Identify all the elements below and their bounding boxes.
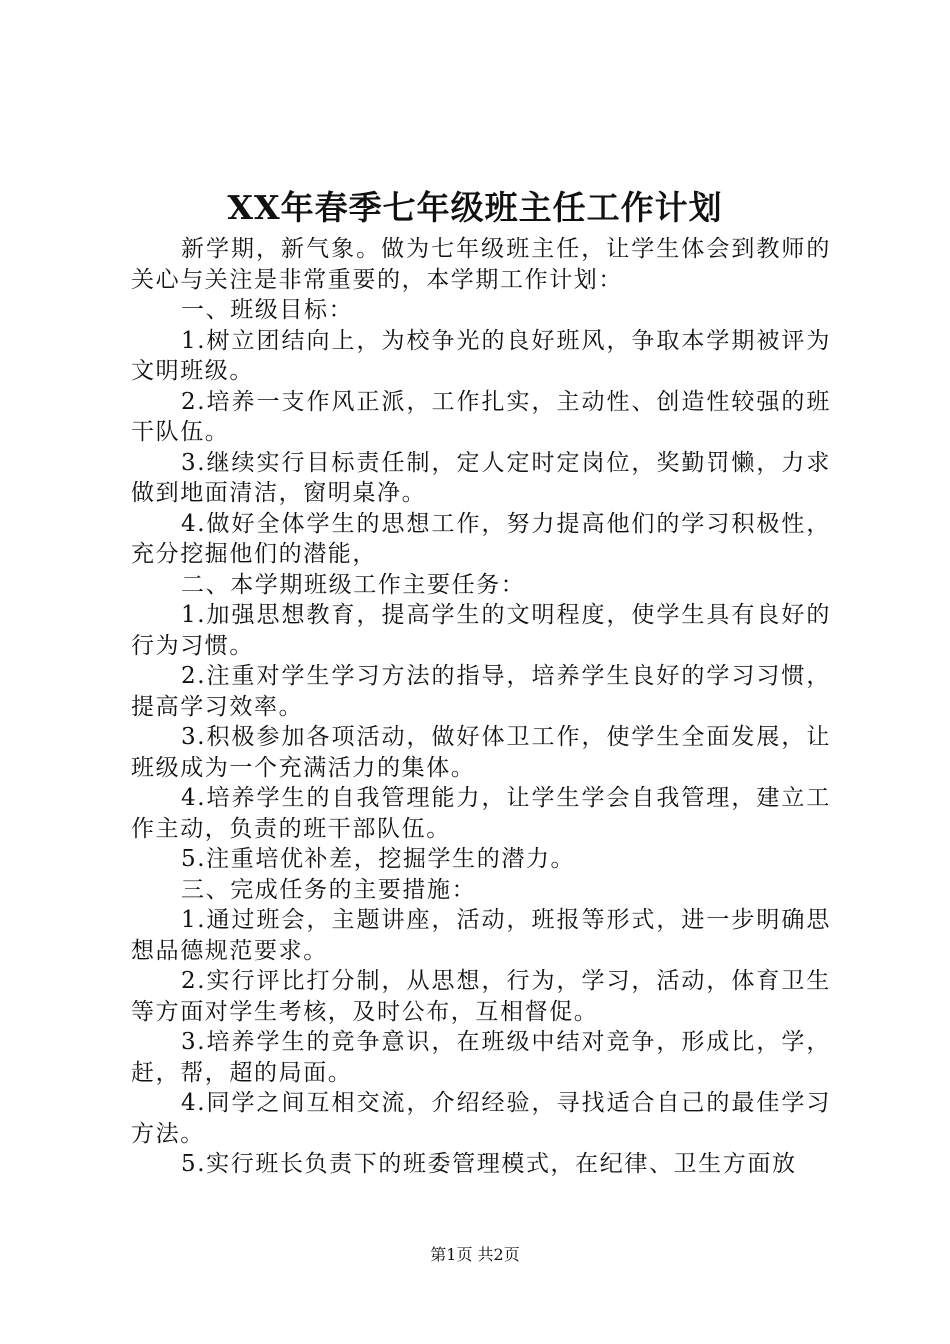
- goal-item-2: 2.培养一支作风正派，工作扎实，主动性、创造性较强的班干队伍。: [131, 388, 831, 445]
- task-item-3: 3.积极参加各项活动，做好体卫工作，使学生全面发展，让班级成为一个充满活力的集体。: [131, 724, 831, 781]
- document-body: [131, 234, 831, 1180]
- section-heading-class-goals: 一、班级目标：: [181, 297, 354, 323]
- task-item-2: 2.注重对学生学习方法的指导，培养学生良好的学习习惯，提高学习效率。: [131, 663, 831, 720]
- document-title: XX年春季七年级班主任工作计划: [227, 188, 723, 227]
- measure-item-5: 5.实行班长负责下的班委管理模式，在纪律、卫生方面放: [181, 1151, 797, 1177]
- task-item-4: 4.培养学生的自我管理能力，让学生学会自我管理，建立工作主动，负责的班干部队伍。: [131, 785, 831, 842]
- goal-item-4: 4.做好全体学生的思想工作，努力提高他们的学习积极性，充分挖掘他们的潜能，: [131, 510, 831, 567]
- measure-item-2: 2.实行评比打分制，从思想，行为，学习，活动，体育卫生等方面对学生考核，及时公布，互相督促。: [131, 968, 831, 1025]
- section-heading-measures: 三、完成任务的主要措施：: [181, 876, 477, 903]
- paragraph-intro: 新学期，新气象。做为七年级班主任，让学生体会到教师的关心与关注是非常重要的，本学期工作计划：: [131, 236, 831, 293]
- page-number-footer: 第1页 共2页: [430, 1245, 520, 1264]
- measure-item-3: 3.培养学生的竞争意识，在班级中结对竞争，形成比，学，赶，帮，超的局面。: [131, 1029, 831, 1086]
- measure-item-4: 4.同学之间互相交流，介绍经验，寻找适合自己的最佳学习方法。: [131, 1090, 831, 1147]
- goal-item-1: 1.树立团结向上，为校争光的良好班风，争取本学期被评为文明班级。: [131, 327, 831, 384]
- task-item-1: 1.加强思想教育，提高学生的文明程度，使学生具有良好的行为习惯。: [131, 602, 831, 659]
- section-heading-main-tasks: 二、本学期班级工作主要任务：: [181, 571, 526, 598]
- measure-item-1: 1.通过班会，主题讲座，活动，班报等形式，进一步明确思想品德规范要求。: [131, 907, 831, 964]
- task-item-5: 5.注重培优补差，挖掘学生的潜力。: [181, 846, 576, 872]
- goal-item-3: 3.继续实行目标责任制，定人定时定岗位，奖勤罚懒，力求做到地面清洁，窗明桌净。: [131, 449, 831, 506]
